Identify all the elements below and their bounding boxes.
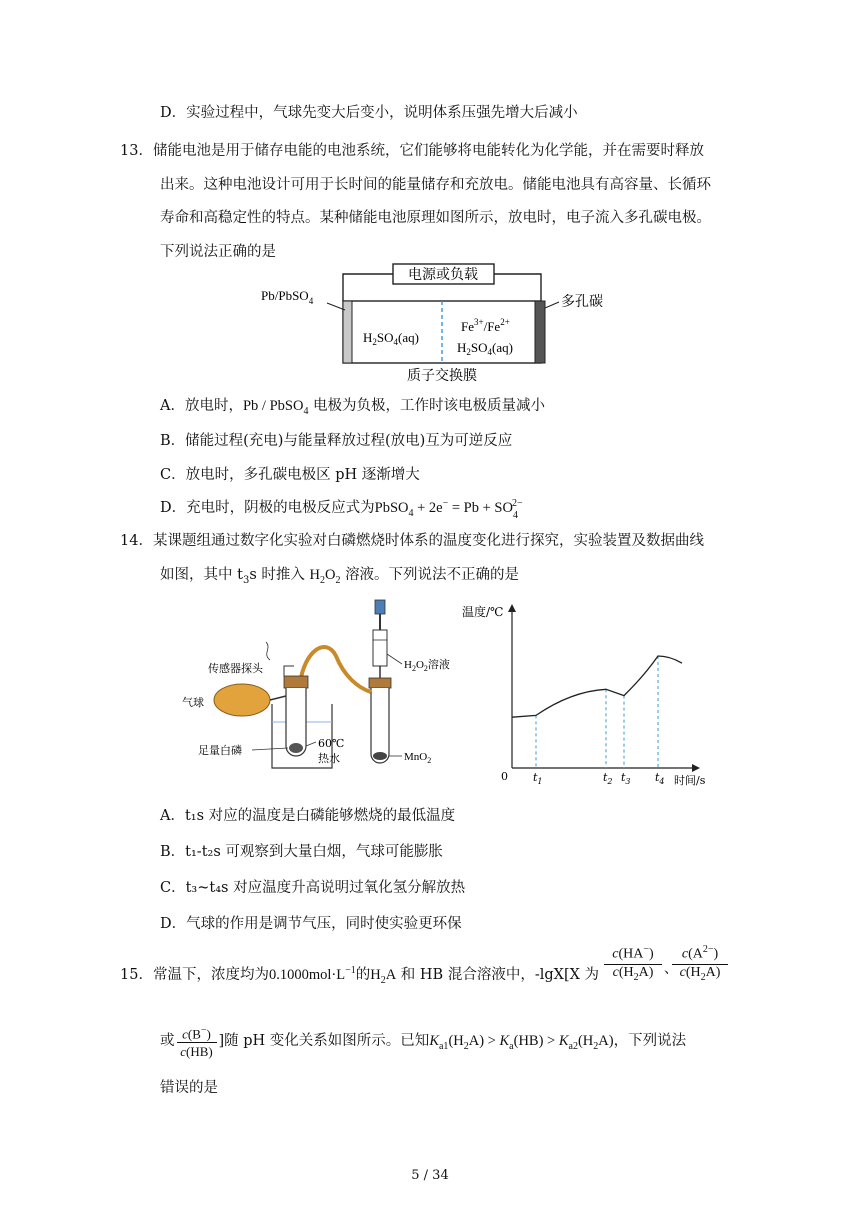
- carbon-electrode: [535, 301, 545, 363]
- origin-label: 0: [501, 770, 508, 783]
- right-ions-label: $Fe^{3+}/Fe^{2+}$: [461, 317, 510, 334]
- balloon: [214, 684, 270, 716]
- temperature-chart: [456, 598, 716, 788]
- q13-option-c: C．放电时，多孔碳电极区 pH 逐渐增大: [160, 467, 420, 483]
- q14-stem-line-1: 14．某课题组通过数字化实验对白磷燃烧时体系的温度变化进行探究，实验装置及数据曲线: [120, 533, 704, 549]
- h2o2-label: $H_2O_2$溶液: [404, 659, 450, 673]
- right-test-tube: [371, 688, 389, 763]
- q13-option-b: B．储能过程(充电)与能量释放过程(放电)互为可逆反应: [160, 433, 513, 449]
- q14-option-d: D．气球的作用是调节气压，同时使实验更环保: [160, 916, 462, 932]
- q15-line-3: 错误的是: [160, 1080, 218, 1096]
- page-number: 5 / 34: [411, 1168, 449, 1183]
- q15-line-1: 15．常温下，浓度均为$0.1000mol\cdot L^{-1}$的$H_2A$ 和 HB 混合溶液中，-lgX[X 为: [120, 965, 600, 986]
- fraction-a2: $c(A^{2-})$ $c(H_2A)$: [672, 944, 728, 982]
- q14-stem-line-2: 如图，其中 $t_3s$ 时推入 $H_2O_2$ 溶液。下列说法不正确的是: [160, 567, 520, 586]
- q13-option-a: A．放电时，Pb / PbSO$_4$ 电极为负极，工作时该电极质量减小: [160, 398, 546, 417]
- q13-stem-line-4: 下列说法正确的是: [160, 244, 276, 260]
- left-stopper: [284, 676, 308, 688]
- q13-stem-line-1: 13．储能电池是用于储存电能的电池系统，它们能够将电能转化为化学能，并在需要时释放: [120, 143, 704, 159]
- right-solution-label: $H_2SO_4(aq)$: [457, 340, 513, 357]
- chart-x-label: 时间/s: [674, 774, 706, 787]
- enum-comma: 、: [664, 961, 678, 977]
- fraction-ha: c(HA−) $c(H_2A)$: [604, 944, 662, 982]
- q13-stem-line-3: 寿命和高稳定性的特点。某种储能电池原理如图所示，放电时，电子流入多孔碳电极。: [160, 210, 711, 226]
- water-temp-label: 60℃: [318, 737, 345, 750]
- mno2-label: MnO$_2$: [404, 751, 432, 765]
- apparatus-diagram: [176, 596, 476, 786]
- membrane-label: 质子交换膜: [407, 368, 477, 384]
- balloon-label: 气球: [182, 696, 204, 709]
- syringe-barrel: [373, 630, 387, 666]
- syringe-plunger-top: [375, 600, 385, 614]
- connecting-tube: [300, 647, 371, 692]
- tick-label-t4: $t_4$: [655, 771, 665, 786]
- mno2-solid: [373, 752, 387, 760]
- left-electrode-label: Pb/PbSO$_4$: [261, 288, 314, 306]
- tick-label-t2: $t_2$: [603, 771, 613, 786]
- tick-label-t3: $t_3$: [621, 771, 631, 786]
- prev-option-d: D．实验过程中，气球先变大后变小，说明体系压强先增大后减小: [160, 105, 578, 121]
- q14-option-b: B．t₁-t₂s 可观察到大量白烟，气球可能膨胀: [160, 844, 443, 860]
- right-electrode-label: 多孔碳: [561, 294, 603, 310]
- q14-option-a: A．t₁s 对应的温度是白磷能够燃烧的最低温度: [160, 808, 456, 824]
- power-load-label: 电源或负载: [408, 267, 478, 283]
- q14-option-c: C．t₃~t₄s 对应温度升高说明过氧化氢分解放热: [160, 880, 466, 896]
- temperature-curve: [512, 656, 682, 717]
- right-stopper: [369, 678, 391, 688]
- white-phosphorus: [289, 743, 303, 753]
- tick-label-t1: $t_1$: [533, 771, 543, 786]
- q15-line-2: 或 $\frac{c(B^-)}{c(HB)}$ ]随 pH 变化关系如图所示。已知$K_{a1}(H_2A) > K_a(HB) > K_{a2}(H_2A)$，下列说法: [160, 1022, 686, 1060]
- battery-diagram: [255, 262, 635, 387]
- left-solution-label: $H_2SO_4(aq)$: [363, 330, 419, 347]
- pb-electrode: [343, 301, 352, 363]
- sensor-label: 传感器探头: [208, 662, 263, 675]
- q13-option-d: D．充电时，阴极的电极反应式为PbSO$_4$ + $2e^- = Pb + SO_4^{2-}$: [160, 498, 523, 521]
- q13-stem-line-2: 出来。这种电池设计可用于长时间的能量储存和充放电。储能电池具有高容量、长循环: [160, 177, 711, 193]
- phosphorus-label: 足量白磷: [198, 744, 242, 757]
- chart-y-label: 温度/℃: [462, 605, 504, 619]
- water-label: 热水: [318, 752, 340, 765]
